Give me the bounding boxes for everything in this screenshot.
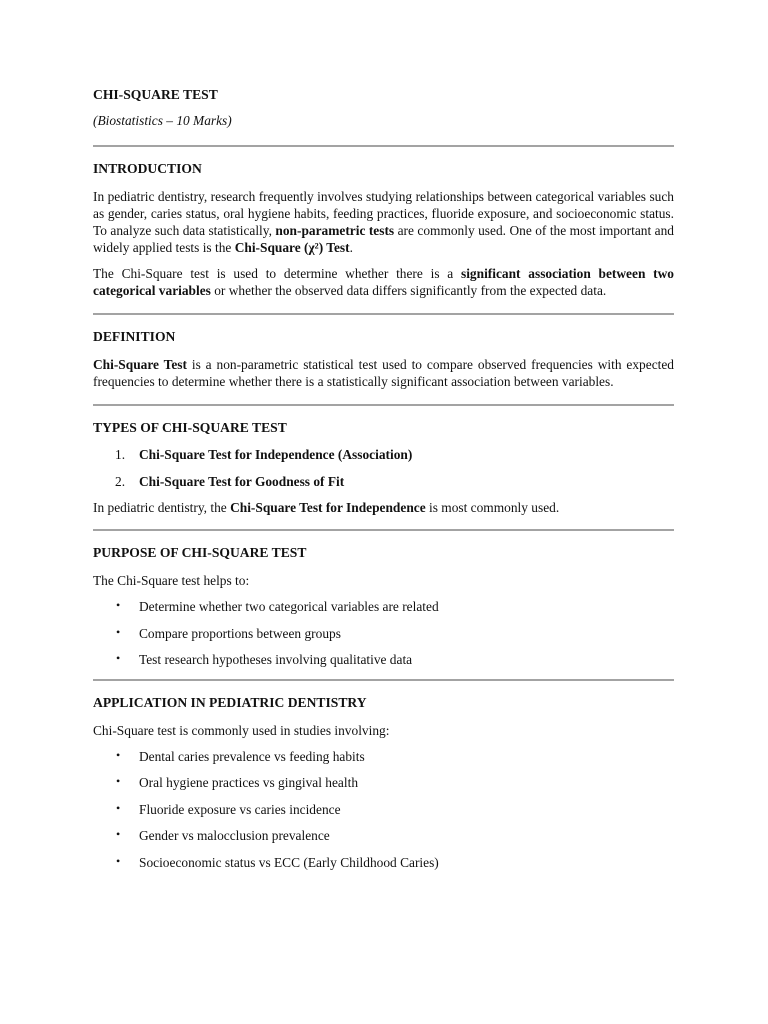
bullet-icon: •: [116, 624, 121, 639]
bullet-icon: •: [116, 774, 121, 788]
bullet-icon: •: [116, 853, 121, 868]
purpose-lead: The Chi-Square test helps to:: [93, 573, 250, 588]
section-divider: [93, 313, 674, 315]
text-run: or whether the observed data differs significantly from the expected data.: [210, 283, 607, 298]
list-item-label: Socioeconomic status vs ECC (Early Childhood Caries): [139, 854, 439, 870]
application-list: [93, 748, 674, 881]
purpose-list: [93, 598, 674, 678]
list-item: [93, 598, 674, 625]
types-list: [93, 446, 674, 499]
application-lead: Chi-Square test is commonly used in studies involving:: [93, 722, 390, 738]
list-item: [93, 854, 674, 881]
section-divider: [93, 679, 674, 681]
list-item-label: Dental caries prevalence vs feeding habits: [139, 748, 365, 764]
list-item-label: Oral hygiene practices vs gingival health: [139, 775, 359, 790]
definition-heading: DEFINITION: [93, 329, 176, 344]
document-title: CHI-SQUARE TEST: [93, 87, 218, 102]
document-content: [93, 86, 674, 880]
bold-text-run: non-parametric tests: [275, 223, 395, 238]
list-item: [93, 748, 674, 775]
text-run: In pediatric dentistry, research frequently involves studying relationships between categorical variables such as gender, caries status, oral hygiene habits, feeding practices, fluoride exposure, and socioeconomic status. To analyze such data statistically,: [93, 189, 674, 238]
types-note: [93, 499, 674, 516]
text-run: The Chi-Square test is used to determine whether there is a: [93, 266, 461, 281]
list-item: [93, 625, 674, 652]
list-item-label: Gender vs malocclusion prevalence: [139, 828, 330, 843]
bold-text-run: significant association between two categorical variables: [93, 266, 674, 298]
list-item: [93, 774, 674, 801]
list-item: [93, 801, 674, 828]
text-run: .: [349, 240, 353, 255]
list-item-label: Fluoride exposure vs caries incidence: [139, 801, 341, 817]
list-item-label: Test research hypotheses involving qualitative data: [139, 652, 413, 667]
section-divider: [93, 404, 674, 406]
list-item: [93, 827, 674, 854]
bullet-icon: •: [116, 598, 121, 612]
section-divider: [93, 145, 674, 147]
text-run: is a non-parametric statistical test used to compare observed frequencies with expected frequencies to determine whether there is a statistically significant association between variables.: [93, 357, 674, 389]
bold-text-run: Chi-Square Test for Independence: [230, 500, 426, 515]
document-subtitle: (Biostatistics – 10 Marks): [93, 113, 232, 128]
types-heading: TYPES OF CHI-SQUARE TEST: [93, 420, 287, 435]
bullet-icon: •: [116, 800, 121, 815]
introduction-heading: INTRODUCTION: [93, 161, 202, 176]
introduction-paragraph-1: [93, 188, 674, 256]
bullet-icon: •: [116, 651, 121, 665]
list-item: [93, 651, 674, 678]
section-divider: [93, 529, 674, 531]
definition-paragraph: [93, 356, 674, 390]
bold-text-run: Chi-Square Test: [93, 357, 187, 372]
list-item-label: Chi-Square Test for Goodness of Fit: [139, 473, 345, 489]
bullet-icon: •: [116, 827, 121, 841]
list-item-label: Compare proportions between groups: [139, 625, 341, 641]
bold-text-run: Chi-Square (χ²) Test: [234, 240, 350, 255]
list-item-label: Determine whether two categorical variables are related: [139, 599, 439, 614]
list-item: [93, 473, 674, 500]
list-number: 1.: [115, 447, 126, 462]
purpose-heading: PURPOSE OF CHI-SQUARE TEST: [93, 545, 307, 560]
list-item-label: Chi-Square Test for Independence (Association): [139, 447, 413, 462]
bullet-icon: •: [116, 747, 121, 762]
introduction-paragraph-2: [93, 265, 674, 299]
application-heading: APPLICATION IN PEDIATRIC DENTISTRY: [93, 694, 367, 710]
text-run: are commonly used. One of the most important and widely applied tests is the: [93, 223, 674, 255]
list-item: [93, 446, 674, 473]
text-run: In pediatric dentistry, the: [93, 500, 231, 515]
text-run: is most commonly used.: [425, 500, 560, 515]
list-number: 2.: [115, 473, 126, 489]
